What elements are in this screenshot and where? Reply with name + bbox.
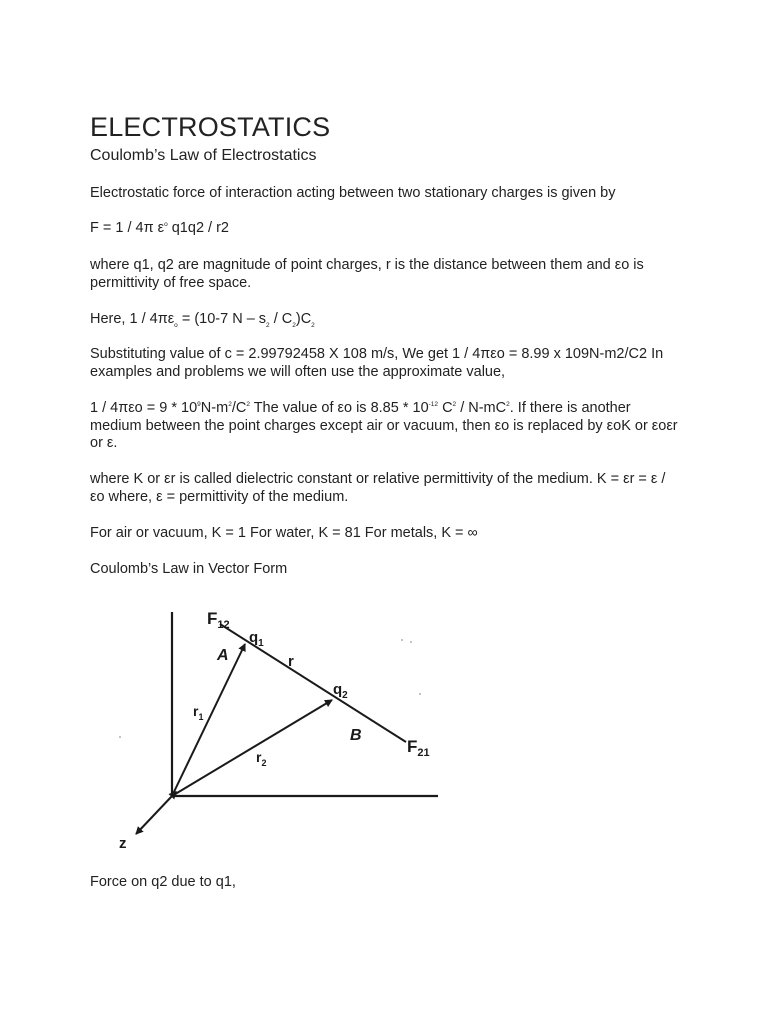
here-part: = (10-7 N – s: [177, 311, 267, 327]
formula-part: F = 1 / 4π ε: [90, 220, 165, 236]
approx-part: N-m: [200, 400, 229, 416]
paragraph-dielectric: where K or εr is called dielectric constant or relative permittivity of the medium. K = εr = ε / εo where, ε = permittivity of the medium.: [90, 471, 666, 505]
here-sub: 2: [292, 321, 296, 329]
approx-sup: -12: [428, 401, 439, 409]
label-r1: $r_1$: [193, 703, 204, 722]
diagram-svg: [110, 602, 450, 862]
paragraph-definition: where q1, q2 are magnitude of point charges, r is the distance between them and εo is permittivity of free space.: [90, 257, 644, 291]
label-f21: $F_{21}$: [407, 737, 430, 759]
approx-sup: 2: [228, 401, 232, 409]
force-line: [220, 624, 406, 742]
label-z: z: [119, 835, 127, 852]
approx-sup: 2: [506, 401, 510, 409]
paragraph-here: [90, 311, 680, 329]
approx-part: C: [438, 400, 453, 416]
z-axis-line: [136, 796, 172, 834]
approx-part: / N-mC: [456, 400, 507, 416]
approx-sup: 2: [452, 401, 457, 409]
paragraph-k-values: For air or vacuum, K = 1 For water, K = 81 For metals, K = ∞: [90, 525, 478, 541]
paragraph-force-on-q2: Force on q2 due to q1,: [90, 874, 236, 890]
scan-speck: [410, 641, 412, 643]
paragraph-intro: Electrostatic force of interaction acting between two stationary charges is given by: [90, 185, 616, 201]
here-sub: 2: [266, 321, 270, 329]
label-a: A: [217, 647, 229, 664]
approx-sup: 2: [246, 401, 250, 409]
approx-part: /C: [231, 400, 247, 416]
scan-speck: [419, 693, 421, 695]
approx-part: 1 / 4πεo = 9 * 10: [90, 400, 198, 416]
approx-sup: 9: [197, 401, 201, 409]
scan-speck: [401, 639, 403, 641]
page-title: ELECTROSTATICS: [90, 112, 331, 142]
here-part: Here, 1 / 4πε: [90, 311, 175, 327]
here-sub: 2: [311, 321, 315, 329]
approx-part: . If there is another medium between the point charges except air or vacuum, then εo is replaced by εoK or εoεr or ε.: [90, 400, 678, 451]
scan-speck: [119, 736, 121, 738]
formula-part: q1q2 / r2: [167, 220, 229, 236]
label-q1: $q_1$: [249, 629, 264, 649]
coulomb-vector-diagram: [110, 602, 450, 862]
page-subtitle: Coulomb’s Law of Electrostatics: [90, 147, 317, 164]
formula-sup: o: [164, 221, 168, 229]
label-q2: $q_2$: [333, 681, 348, 701]
label-r2: $r_2$: [256, 749, 267, 768]
paragraph-approx: [90, 400, 680, 453]
label-f12: $F_{12}$: [207, 609, 230, 631]
section-heading-vector-form: Coulomb’s Law in Vector Form: [90, 561, 288, 577]
here-sub: o: [174, 321, 178, 329]
approx-part: The value of εo is 8.85 * 10: [249, 400, 429, 416]
here-part: / C: [269, 311, 293, 327]
here-part: )C: [295, 311, 312, 327]
paragraph-substituting: Substituting value of c = 2.99792458 X 108 m/s, We get 1 / 4πεo = 8.99 x 109N-m2/C2 In examples and problems we will often use the approximate value,: [90, 346, 664, 380]
label-b: B: [350, 727, 362, 744]
label-r: r: [288, 653, 294, 670]
paragraph-formula: [90, 220, 680, 238]
